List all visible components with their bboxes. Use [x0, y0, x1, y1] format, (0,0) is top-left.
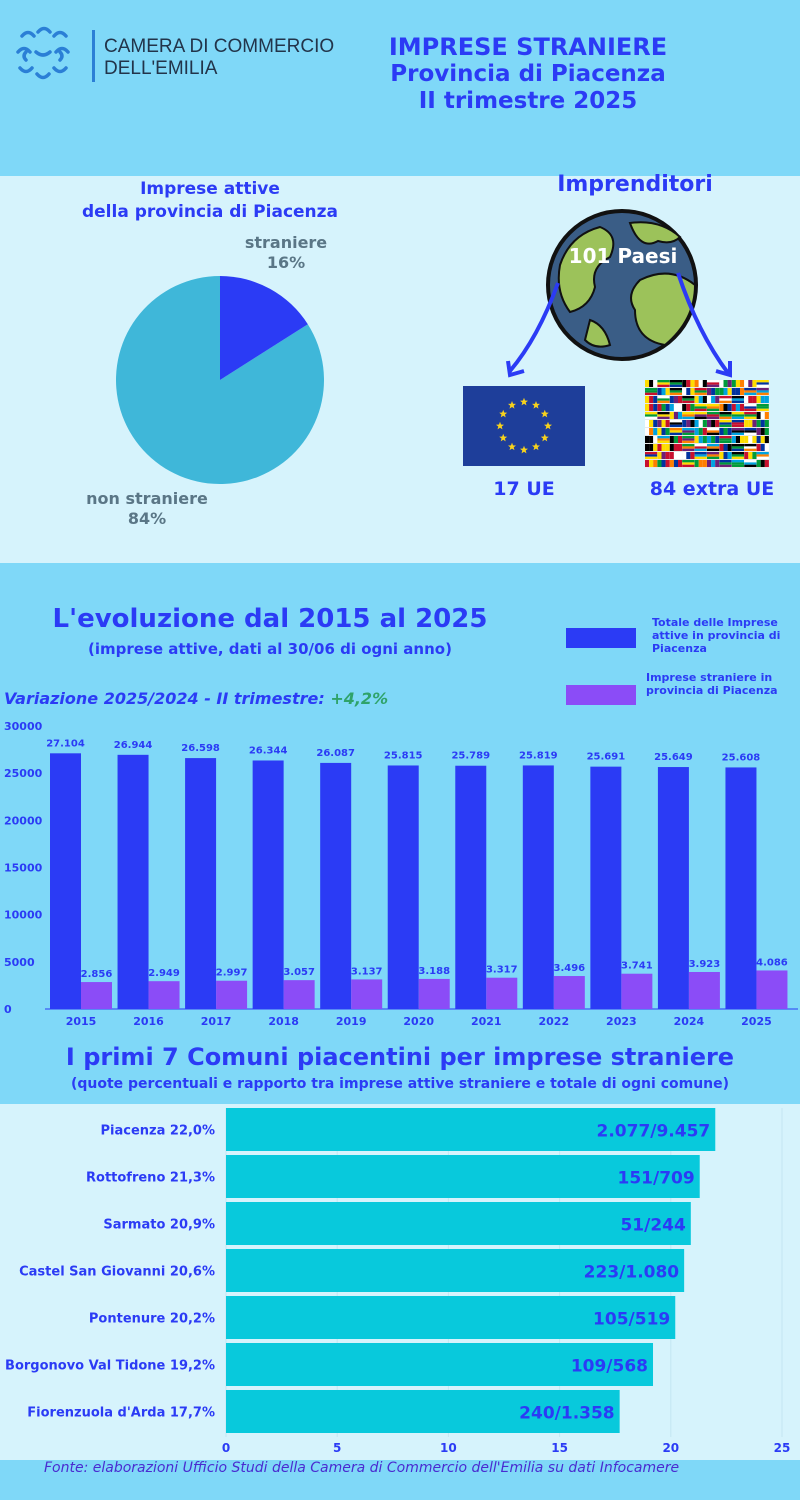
bar-foreign-label: 3.137 — [350, 966, 383, 978]
evolution-title: L'evoluzione dal 2015 al 2025 — [52, 604, 488, 634]
flag-icon — [695, 420, 707, 427]
flag-icon — [695, 452, 707, 459]
flag-icon — [744, 404, 756, 411]
flag-icon — [707, 396, 719, 403]
flag-icon — [645, 412, 657, 419]
legend-swatch-foreign — [566, 685, 636, 705]
y-tick-label: 0 — [4, 1003, 12, 1016]
bar-foreign-label: 3.496 — [553, 963, 586, 975]
flag-icon — [719, 436, 731, 443]
flag-icon — [682, 436, 694, 443]
flag-icon — [757, 444, 769, 451]
bar-foreign-label: 2.997 — [215, 967, 248, 979]
bar-total-label: 25.819 — [519, 750, 558, 762]
flag-icon — [707, 388, 719, 395]
flag-icon — [670, 396, 682, 403]
flag-icon — [744, 436, 756, 443]
pie-title-line2: della provincia di Piacenza — [81, 202, 339, 222]
x-tick-label: 2018 — [268, 1015, 299, 1028]
flag-icon — [757, 380, 769, 387]
flag-icon — [719, 420, 731, 427]
bar-foreign-label: 3.057 — [283, 967, 315, 979]
flag-icon — [645, 396, 657, 403]
comune-ratio-label: 151/709 — [617, 1168, 695, 1189]
bar-total — [253, 760, 284, 1009]
flag-icon — [719, 428, 731, 435]
x-tick-label: 10 — [440, 1441, 457, 1455]
bar-total-label: 25.649 — [654, 752, 693, 764]
flag-icon — [719, 460, 731, 467]
bar-total — [658, 767, 689, 1009]
flag-icon — [682, 404, 694, 411]
flag-icon — [695, 436, 707, 443]
flag-icon — [732, 428, 744, 435]
flag-icon — [695, 412, 707, 419]
flag-icon — [657, 396, 669, 403]
world-flags-icon — [645, 380, 769, 468]
flag-icon — [757, 420, 769, 427]
comune-ratio-label: 109/568 — [570, 1356, 649, 1377]
flag-icon — [645, 460, 657, 467]
flag-icon — [744, 412, 756, 419]
bar-total-label: 25.691 — [586, 751, 626, 763]
comune-ratio-label: 223/1.080 — [583, 1262, 680, 1283]
flag-icon — [757, 428, 769, 435]
flag-icon — [757, 404, 769, 411]
flag-icon — [695, 428, 707, 435]
y-tick-label: 30000 — [4, 720, 43, 733]
bar-foreign-label: 4.086 — [756, 957, 788, 969]
bar-foreign — [689, 972, 720, 1009]
bar-foreign — [621, 974, 652, 1009]
flag-icon — [670, 460, 682, 467]
flag-icon — [670, 452, 682, 459]
flag-icon — [657, 388, 669, 395]
flag-icon — [682, 412, 694, 419]
flag-icon — [682, 460, 694, 467]
x-tick-label: 2025 — [741, 1015, 772, 1028]
countries-count: 101 Paesi — [568, 244, 678, 268]
org-name-line2: DELL'EMILIA — [104, 58, 218, 79]
legend-label-total: Totale delle Imprese attive in provincia di Piacenza — [652, 616, 781, 655]
x-tick-label: 2016 — [133, 1015, 164, 1028]
flag-icon — [732, 388, 744, 395]
eu-count: 17 UE — [493, 478, 555, 500]
bar-foreign — [756, 970, 787, 1009]
flag-icon — [719, 380, 731, 387]
x-tick-label: 2015 — [65, 1015, 97, 1028]
flag-icon — [707, 436, 719, 443]
bar-total-label: 25.608 — [721, 752, 761, 764]
flag-icon — [757, 396, 769, 403]
flag-icon — [707, 420, 719, 427]
bar-total-label: 26.598 — [181, 743, 220, 755]
comune-ratio-label: 2.077/9.457 — [596, 1121, 711, 1142]
bar-total-label: 25.815 — [383, 750, 423, 762]
globe-icon — [500, 205, 790, 385]
flag-icon — [657, 380, 669, 387]
flag-icon — [732, 412, 744, 419]
flag-icon — [707, 460, 719, 467]
flag-icon — [670, 444, 682, 451]
flag-icon — [719, 388, 731, 395]
flag-icon — [657, 428, 669, 435]
flag-icon — [719, 452, 731, 459]
pie-label-domestic-pct: 84% — [127, 509, 167, 528]
x-tick-label: 5 — [333, 1441, 342, 1455]
comune-label: Pontenure 20,2% — [88, 1311, 215, 1327]
flag-icon — [645, 428, 657, 435]
x-tick-label: 20 — [662, 1441, 680, 1455]
page-title-period: II trimestre 2025 — [418, 88, 638, 114]
x-tick-label: 15 — [551, 1441, 568, 1455]
bar-total-label: 26.944 — [113, 739, 153, 751]
y-tick-label: 10000 — [4, 908, 43, 922]
bar-total — [118, 755, 149, 1009]
flag-icon — [744, 428, 756, 435]
x-tick-label: 2022 — [538, 1015, 570, 1028]
flag-icon — [707, 380, 719, 387]
flag-icon — [707, 452, 719, 459]
flag-icon — [695, 460, 707, 467]
camera-logo-icon — [12, 26, 74, 88]
bar-total-label: 26.344 — [248, 745, 288, 757]
comuni-bar-chart — [0, 1104, 800, 1460]
flag-icon — [757, 388, 769, 395]
bar-foreign — [486, 978, 517, 1009]
bar-total — [50, 753, 81, 1009]
flag-icon — [732, 436, 744, 443]
y-tick-label: 25000 — [4, 767, 43, 781]
x-tick-label: 2019 — [335, 1015, 367, 1028]
bar-foreign-label: 3.923 — [688, 958, 721, 970]
flag-icon — [657, 452, 669, 459]
legend-swatch-total — [566, 628, 636, 648]
flag-icon — [645, 404, 657, 411]
variation-label: Variazione 2025/2024 - II trimestre: — [4, 689, 325, 708]
y-tick-label: 20000 — [4, 814, 43, 828]
bar-total-label: 25.789 — [451, 750, 491, 762]
page-title: IMPRESE STRANIERE — [388, 33, 668, 61]
flag-icon — [657, 420, 669, 427]
bar-foreign-label: 3.741 — [621, 960, 653, 972]
flag-icon — [707, 412, 719, 419]
flag-icon — [732, 444, 744, 451]
flag-icon — [732, 404, 744, 411]
flag-icon — [682, 428, 694, 435]
flag-icon — [757, 412, 769, 419]
source-note: Fonte: elaborazioni Ufficio Studi della Camera di Commercio dell'Emilia su dati Infocamere — [44, 1460, 680, 1476]
flag-icon — [682, 388, 694, 395]
flag-icon — [670, 420, 682, 427]
flag-icon — [695, 444, 707, 451]
flag-icon — [707, 444, 719, 451]
bar-total — [185, 758, 216, 1009]
pie-label-domestic: non straniere — [86, 489, 208, 508]
bar-foreign — [419, 979, 450, 1009]
variation-value: +4,2% — [330, 689, 389, 708]
flag-icon — [645, 380, 657, 387]
evolution-subtitle: (imprese attive, dati al 30/06 di ogni anno) — [88, 640, 452, 658]
x-tick-label: 2017 — [200, 1015, 232, 1028]
x-tick-label: 0 — [221, 1441, 231, 1455]
entrepreneurs-title: Imprenditori — [557, 172, 713, 197]
bar-total — [455, 766, 486, 1009]
flag-icon — [707, 404, 719, 411]
bar-foreign-label: 3.317 — [485, 964, 518, 976]
logo-divider — [92, 30, 95, 82]
flag-icon — [744, 444, 756, 451]
bar-foreign — [554, 976, 585, 1009]
flag-icon — [695, 380, 707, 387]
bar-total — [725, 767, 756, 1009]
flag-icon — [657, 404, 669, 411]
flag-icon — [732, 396, 744, 403]
flag-icon — [657, 436, 669, 443]
flag-icon — [670, 380, 682, 387]
flag-icon — [744, 420, 756, 427]
flag-icon — [670, 428, 682, 435]
flag-icon — [682, 452, 694, 459]
bar-foreign-label: 3.188 — [418, 965, 451, 977]
bar-foreign-label: 2.856 — [80, 969, 113, 981]
flag-icon — [695, 396, 707, 403]
bar-total-label: 27.104 — [46, 738, 85, 750]
legend-label-foreign: Imprese straniere in provincia di Piacenza — [646, 671, 778, 697]
flag-icon — [757, 460, 769, 467]
bar-foreign-label: 2.949 — [148, 968, 180, 980]
flag-icon — [645, 444, 657, 451]
comune-label: Sarmato 20,9% — [103, 1217, 215, 1233]
flag-icon — [657, 460, 669, 467]
flag-icon — [732, 380, 744, 387]
flag-icon — [732, 452, 744, 459]
pie-label-foreign: straniere — [244, 233, 328, 252]
flag-icon — [744, 452, 756, 459]
pie-title-line1: Imprese attive — [140, 179, 280, 199]
flag-icon — [757, 452, 769, 459]
evolution-bar-chart — [0, 715, 800, 1035]
x-tick-label: 2024 — [673, 1015, 705, 1028]
flag-icon — [732, 420, 744, 427]
comune-label: Piacenza 22,0% — [100, 1123, 215, 1139]
x-tick-label: 25 — [773, 1441, 791, 1455]
flag-icon — [645, 452, 657, 459]
comune-label: Borgonovo Val Tidone 19,2% — [5, 1358, 215, 1374]
flag-icon — [682, 420, 694, 427]
flag-icon — [645, 388, 657, 395]
pie-label-foreign-pct: 16% — [266, 253, 306, 272]
flag-icon — [682, 380, 694, 387]
flag-icon — [670, 404, 682, 411]
flag-icon — [732, 460, 744, 467]
flag-icon — [657, 412, 669, 419]
flag-icon — [707, 428, 719, 435]
flag-icon — [657, 444, 669, 451]
y-tick-label: 15000 — [4, 861, 43, 875]
flag-icon — [744, 396, 756, 403]
flag-icon — [744, 380, 756, 387]
flag-icon — [695, 404, 707, 411]
flag-icon — [682, 396, 694, 403]
bar-foreign — [149, 981, 180, 1009]
flag-icon — [719, 412, 731, 419]
flag-icon — [645, 436, 657, 443]
flag-icon — [744, 388, 756, 395]
y-tick-label: 5000 — [4, 955, 35, 969]
x-tick-label: 2020 — [403, 1015, 435, 1028]
flag-icon — [744, 460, 756, 467]
bar-foreign — [216, 981, 247, 1009]
comune-label: Fiorenzuola d'Arda 17,7% — [27, 1405, 215, 1421]
bar-foreign — [81, 982, 112, 1009]
x-tick-label: 2021 — [470, 1015, 502, 1028]
flag-icon — [670, 412, 682, 419]
bar-total-label: 26.087 — [316, 747, 355, 759]
extra-eu-count: 84 extra UE — [649, 478, 775, 500]
bar-total — [388, 765, 419, 1009]
bar-total — [523, 765, 554, 1009]
flag-icon — [757, 436, 769, 443]
comune-label: Castel San Giovanni 20,6% — [19, 1264, 215, 1280]
flag-icon — [645, 420, 657, 427]
bar-foreign — [284, 980, 315, 1009]
bar-total — [590, 767, 621, 1009]
comuni-subtitle: (quote percentuali e rapporto tra imprese attive straniere e totale di ogni comune) — [70, 1076, 730, 1092]
comune-label: Rottofreno 21,3% — [86, 1170, 215, 1186]
bar-foreign — [351, 979, 382, 1009]
flag-icon — [695, 388, 707, 395]
comune-ratio-label: 105/519 — [593, 1309, 671, 1330]
comune-ratio-label: 51/244 — [620, 1215, 686, 1236]
bar-total — [320, 763, 351, 1009]
org-name-line1: CAMERA DI COMMERCIO — [104, 36, 335, 57]
flag-icon — [719, 444, 731, 451]
eu-flag-icon — [463, 386, 585, 466]
comuni-title: I primi 7 Comuni piacentini per imprese straniere — [65, 1043, 735, 1071]
flag-icon — [719, 404, 731, 411]
x-tick-label: 2023 — [606, 1015, 637, 1028]
flag-icon — [682, 444, 694, 451]
flag-icon — [719, 396, 731, 403]
pie-chart — [100, 260, 340, 500]
comune-ratio-label: 240/1.358 — [519, 1403, 615, 1424]
flag-icon — [670, 388, 682, 395]
page-title-province: Provincia di Piacenza — [390, 61, 666, 87]
flag-icon — [670, 436, 682, 443]
